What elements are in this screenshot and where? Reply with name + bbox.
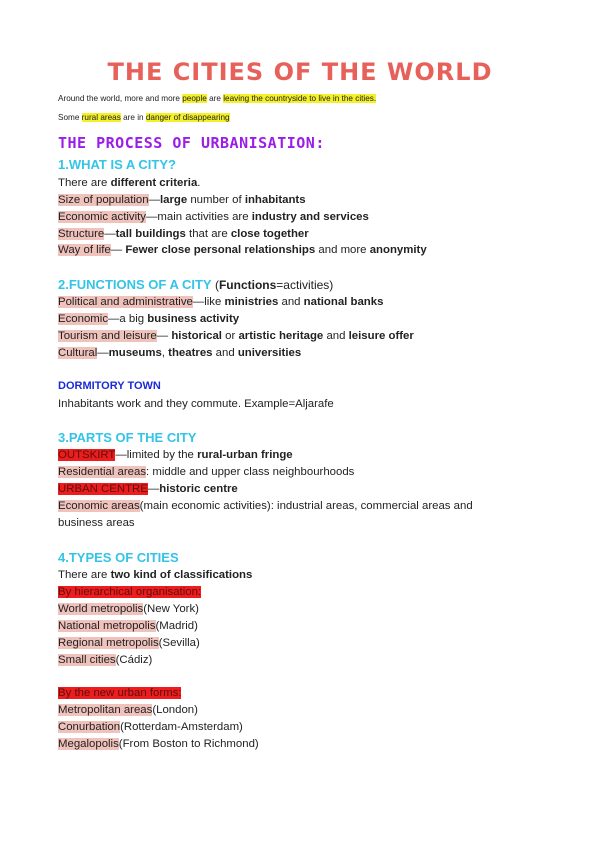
s1-line-5: Way of life— Fewer close personal relationships and more anonymity: [58, 244, 427, 256]
s4-line-9: Conurbation(Rotterdam-Amsterdam): [58, 721, 243, 733]
s4-line-6: Small cities(Cádiz): [58, 654, 153, 666]
s4-line-8: Metropolitan areas(London): [58, 704, 198, 716]
heading-types-of-cities: 4.TYPES OF CITIES: [58, 550, 179, 565]
heading-dormitory-town: DORMITORY TOWN: [58, 380, 161, 392]
s1-line-2: Size of population—large number of inhabitants: [58, 194, 306, 206]
dormitory-town-text: Inhabitants work and they commute. Example=Aljarafe: [58, 398, 334, 410]
s4-line-1: There are two kind of classifications: [58, 569, 253, 581]
s4-line-5: Regional metropolis(Sevilla): [58, 637, 200, 649]
section-title: THE PROCESS OF URBANISATION:: [58, 134, 325, 152]
s4-line-4: National metropolis(Madrid): [58, 620, 198, 632]
s4-line-2: By hierarchical organisation:: [58, 586, 202, 598]
s3-line-4: Economic areas(main economic activities): industrial areas, commercial areas and business areas: [58, 500, 473, 529]
s4-line-3: World metropolis(New York): [58, 603, 199, 615]
functions-aside: (Functions=activities): [211, 278, 334, 292]
s1-line-1: There are different criteria.: [58, 177, 201, 189]
intro-line-1: Around the world, more and more people are leaving the countryside to live in the cities.: [58, 94, 377, 103]
s3-line-1: OUTSKIRT—limited by the rural-urban fringe: [58, 449, 293, 461]
s3-line-3: URBAN CENTRE—historic centre: [58, 483, 238, 495]
s1-line-4: Structure—tall buildings that are close together: [58, 228, 309, 240]
document-title: THE CITIES OF THE WORLD: [107, 58, 493, 86]
s3-line-2: Residential areas: middle and upper class neighbourhoods: [58, 466, 355, 478]
s2-line-3: Tourism and leisure— historical or artistic heritage and leisure offer: [58, 330, 414, 342]
heading-parts-of-the-city: 3.PARTS OF THE CITY: [58, 430, 197, 445]
intro-line-2: Some rural areas are in danger of disappearing: [58, 113, 230, 122]
s1-line-3: Economic activity—main activities are industry and services: [58, 211, 369, 223]
s4-line-10: Megalopolis(From Boston to Richmond): [58, 738, 259, 750]
s2-line-4: Cultural—museums, theatres and universities: [58, 347, 302, 359]
s2-line-1: Political and administrative—like ministries and national banks: [58, 296, 384, 308]
s4-line-7: By the new urban forms:: [58, 687, 182, 699]
s2-line-2: Economic—a big business activity: [58, 313, 240, 325]
heading-functions-of-a-city: 2.FUNCTIONS OF A CITY (Functions=activities): [58, 277, 334, 292]
heading-what-is-a-city: 1.WHAT IS A CITY?: [58, 157, 176, 172]
